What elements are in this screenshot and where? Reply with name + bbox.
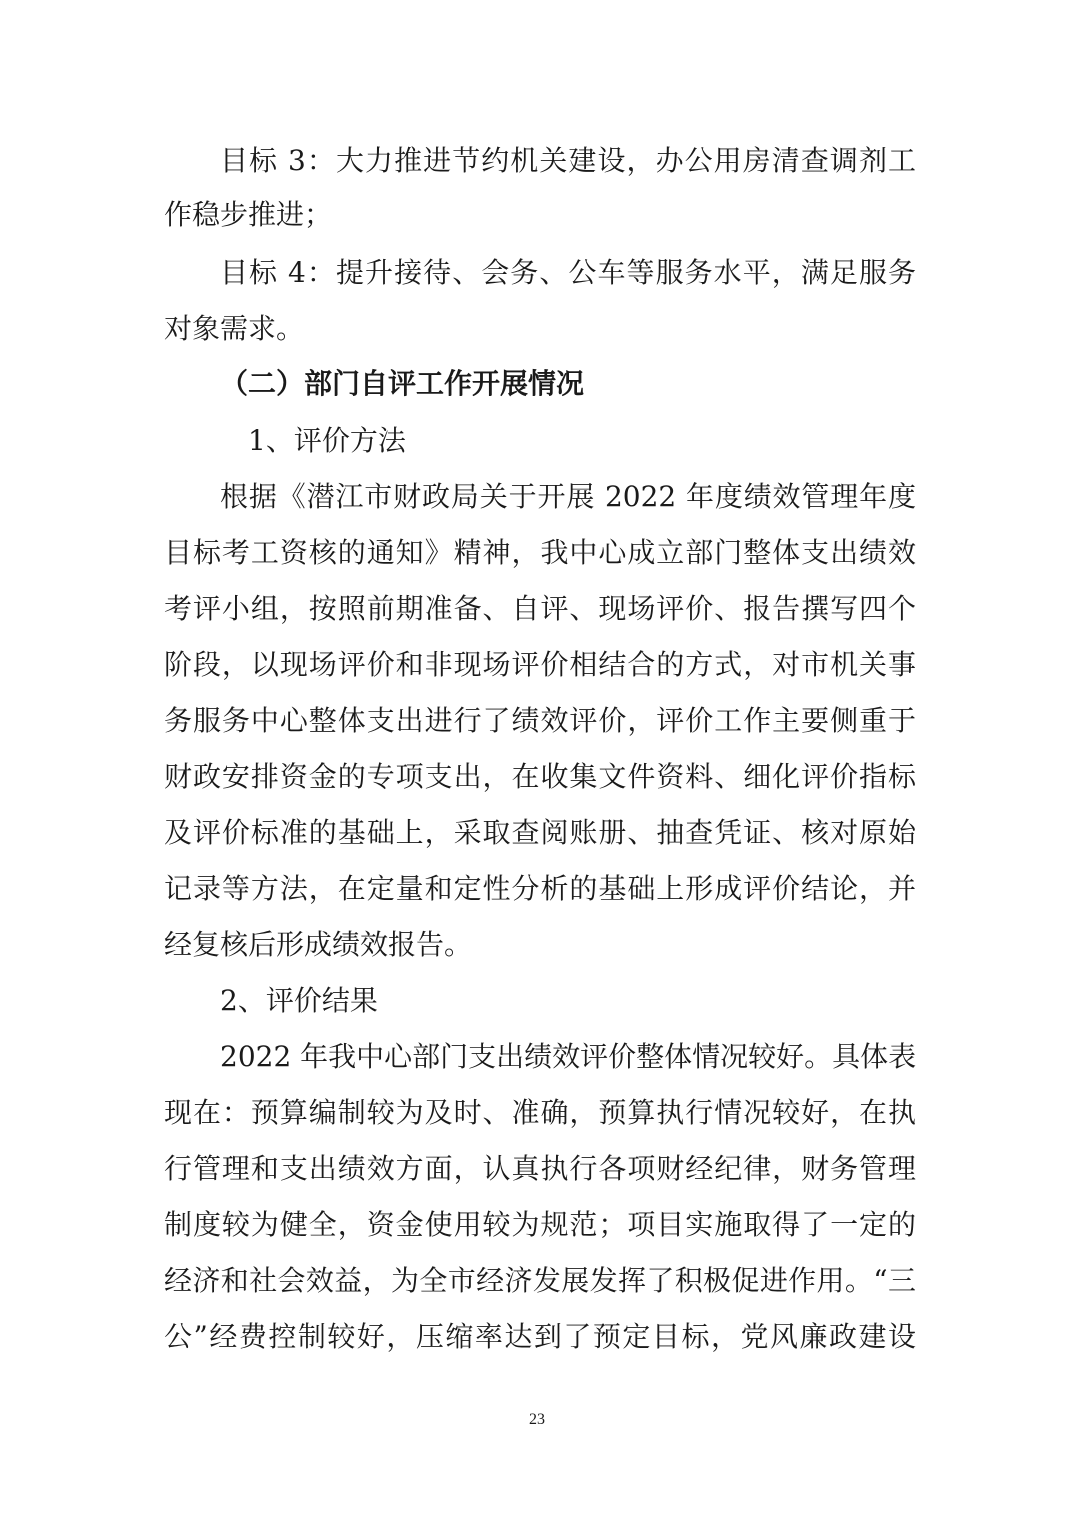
- sub-heading-result: 2、评价结果: [220, 984, 378, 1017]
- result-line-6: 公”经费控制较好，压缩率达到了预定目标，党风廉政建设: [164, 1320, 916, 1353]
- method-line-1: 根据《潜江市财政局关于开展 2022 年度绩效管理年度: [220, 480, 916, 513]
- sub-heading-method: 1、评价方法: [248, 424, 406, 457]
- method-line-9: 经复核后形成绩效报告。: [164, 928, 473, 961]
- goal3-line-1: 目标 3：大力推进节约机关建设，办公用房清查调剂工: [220, 144, 916, 177]
- result-line-3: 行管理和支出绩效方面，认真执行各项财经纪律，财务管理: [164, 1152, 916, 1185]
- result-line-5: 经济和社会效益，为全市经济发展发挥了积极促进作用。“三: [164, 1264, 916, 1297]
- goal3-line-2: 作稳步推进；: [164, 198, 333, 231]
- method-line-4: 阶段，以现场评价和非现场评价相结合的方式，对市机关事: [164, 648, 916, 681]
- section-heading: （二）部门自评工作开展情况: [220, 367, 585, 400]
- result-line-2: 现在：预算编制较为及时、准确，预算执行情况较好，在执: [164, 1096, 916, 1129]
- result-line-4: 制度较为健全，资金使用较为规范；项目实施取得了一定的: [164, 1208, 916, 1241]
- goal4-line-1: 目标 4：提升接待、会务、公车等服务水平，满足服务: [220, 256, 916, 289]
- method-line-5: 务服务中心整体支出进行了绩效评价，评价工作主要侧重于: [164, 704, 916, 737]
- method-line-7: 及评价标准的基础上，采取查阅账册、抽查凭证、核对原始: [164, 816, 916, 849]
- page-number: 23: [529, 1411, 545, 1428]
- goal4-line-2: 对象需求。: [164, 312, 305, 345]
- method-line-8: 记录等方法，在定量和定性分析的基础上形成评价结论，并: [164, 872, 916, 905]
- result-line-1: 2022 年我中心部门支出绩效评价整体情况较好。具体表: [220, 1040, 916, 1073]
- method-line-6: 财政安排资金的专项支出，在收集文件资料、细化评价指标: [164, 760, 916, 793]
- method-line-2: 目标考工资核的通知》精神，我中心成立部门整体支出绩效: [164, 536, 916, 569]
- method-line-3: 考评小组，按照前期准备、自评、现场评价、报告撰写四个: [164, 592, 916, 625]
